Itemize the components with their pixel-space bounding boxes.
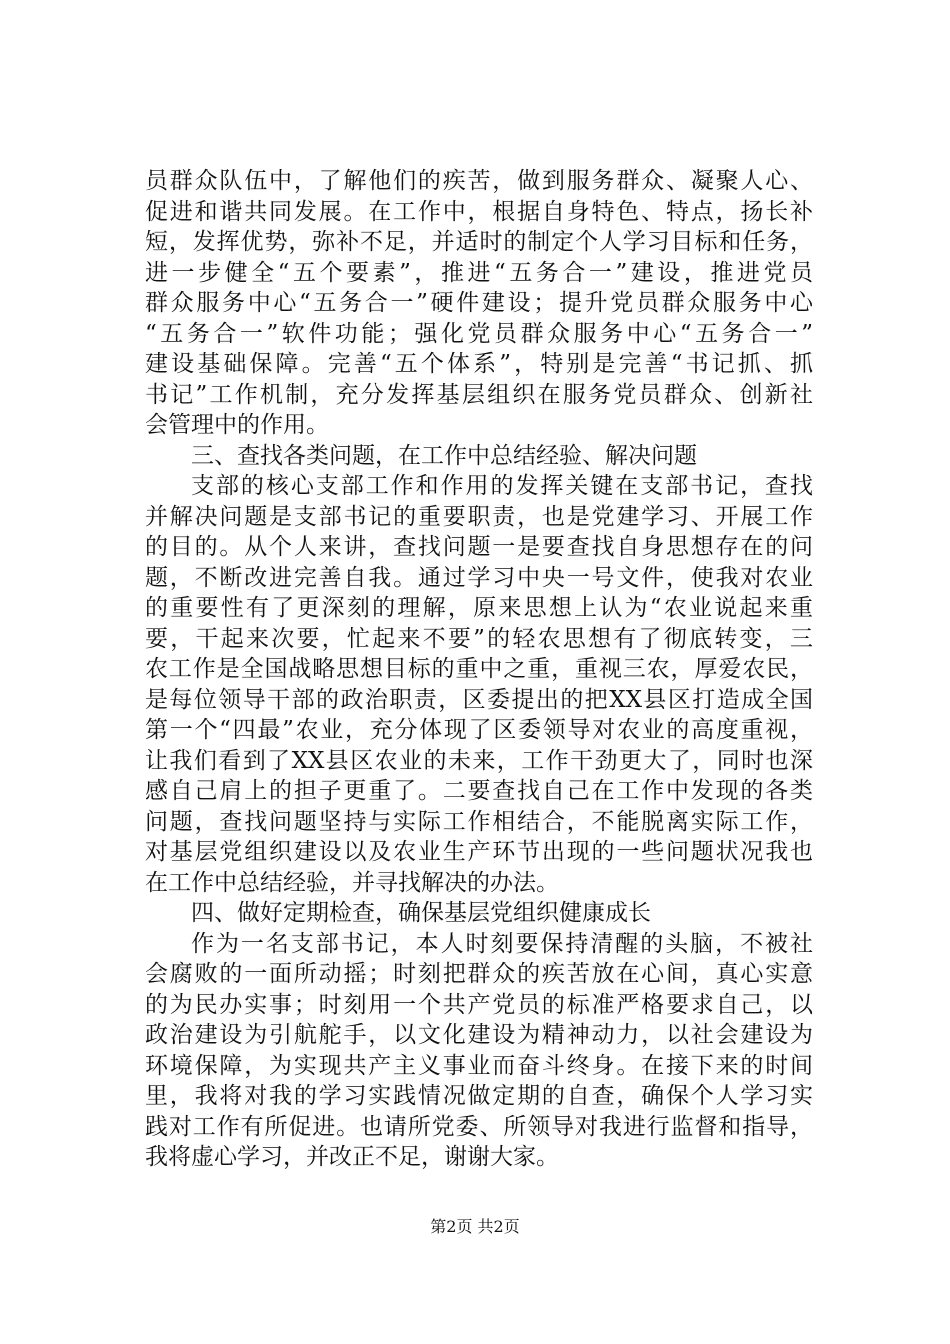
body-text-line: 的重要性有了更深刻的理解，原来思想上认为“农业说起来重 (145, 595, 813, 621)
body-text-line: 作为一名支部书记，本人时刻要保持清醒的头脑，不被社 (191, 930, 813, 957)
body-text-line: 建设基础保障。完善“五个体系”，特别是完善“书记抓、抓 (145, 351, 813, 377)
section-heading: 四、做好定期检查，确保基层党组织健康成长 (191, 900, 651, 926)
body-text-line: 农工作是全国战略思想目标的重中之重，重视三农，厚爱农民， (145, 656, 813, 682)
body-text-line: 问题，查找问题坚持与实际工作相结合，不能脱离实际工作， (145, 808, 813, 835)
body-text-line: 会管理中的作用。 (145, 412, 329, 438)
body-text-line: 对基层党组织建设以及农业生产环节出现的一些问题状况我也 (145, 839, 813, 865)
body-text-line: “五务合一”软件功能；强化党员群众服务中心“五务合一” (145, 320, 813, 347)
body-text-line: 我将虚心学习，并改正不足，谢谢大家。 (145, 1144, 559, 1170)
body-text-line: 感自己肩上的担子更重了。二要查找自己在工作中发现的各类 (145, 778, 813, 804)
body-text-line: 让我们看到了XX县区农业的未来，工作干劲更大了，同时也深 (145, 747, 813, 774)
body-text-line: 第一个“四最”农业，充分体现了区委领导对农业的高度重视， (145, 717, 813, 743)
body-text-line: 要，干起来次要，忙起来不要”的轻农思想有了彻底转变，三 (145, 625, 813, 652)
body-text-line: 并解决问题是支部书记的重要职责，也是党建学习、开展工作 (145, 503, 813, 530)
body-text-line: 政治建设为引航舵手，以文化建设为精神动力，以社会建设为 (145, 1022, 813, 1048)
body-text-line: 促进和谐共同发展。在工作中，根据自身特色、特点，扬长补 (145, 198, 813, 225)
document-body (145, 166, 813, 1173)
body-text-line: 环境保障，为实现共产主义事业而奋斗终身。在接下来的时间 (145, 1052, 813, 1079)
section-heading: 三、查找各类问题，在工作中总结经验、解决问题 (191, 442, 697, 469)
body-text-line: 员群众队伍中，了解他们的疾苦，做到服务群众、凝聚人心、 (145, 168, 813, 194)
body-text-line: 的为民办实事；时刻用一个共产党员的标准严格要求自己，以 (145, 991, 813, 1018)
body-text-line: 群众服务中心“五务合一”硬件建设；提升党员群众服务中心 (145, 290, 813, 316)
body-text-line: 在工作中总结经验，并寻找解决的办法。 (145, 869, 559, 896)
body-text-line: 践对工作有所促进。也请所党委、所领导对我进行监督和指导， (145, 1113, 813, 1140)
body-text-line: 的目的。从个人来讲，查找问题一是要查找自身思想存在的问 (145, 534, 813, 560)
page-footer: 第2页 共2页 (430, 1217, 520, 1236)
body-text-line: 进一步健全“五个要素”，推进“五务合一”建设，推进党员 (145, 259, 813, 286)
body-text-line: 书记”工作机制，充分发挥基层组织在服务党员群众、创新社 (145, 381, 813, 408)
body-text-line: 会腐败的一面所动摇；时刻把群众的疾苦放在心间，真心实意 (145, 961, 813, 987)
body-text-line: 题，不断改进完善自我。通过学习中央一号文件，使我对农业 (145, 564, 813, 591)
body-text-line: 里，我将对我的学习实践情况做定期的自查，确保个人学习实 (145, 1083, 813, 1109)
body-text-line: 是每位领导干部的政治职责，区委提出的把XX县区打造成全国 (145, 686, 813, 713)
body-text-line: 短，发挥优势，弥补不足，并适时的制定个人学习目标和任务， (145, 229, 813, 255)
body-text-line: 支部的核心支部工作和作用的发挥关键在支部书记，查找 (191, 473, 813, 499)
